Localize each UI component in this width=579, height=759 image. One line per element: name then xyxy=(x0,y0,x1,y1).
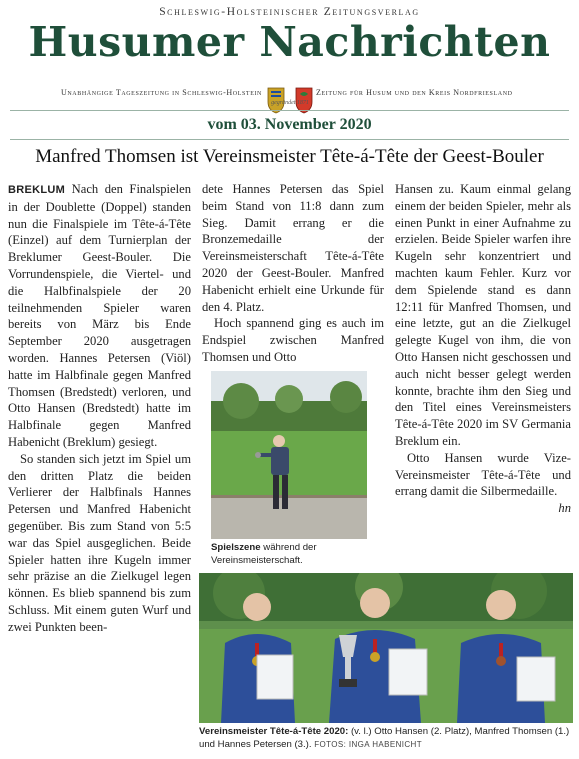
divider xyxy=(10,110,569,111)
caption-text: (v. l.) Otto Hansen (2. Platz), Manfred Thomsen (1.) und Hannes Petersen (3.). xyxy=(199,726,570,750)
paragraph: Nach den Finalspielen in der Doublette (Doppel) standen nun die Finalspiele im Tête-á-Tête (Einzel) auf dem Turnierplan der Breklumer Geest-Bouler. Die Vorrundenspiele, die Viertel- und die Halbfinalspiele der 20 teilnehmenden Spieler waren bereits von März bis Ende September 2020 ausgetragen worden. Hannes Petersen (Viöl) hatte im Halbfinale gegen Manfred Thomsen (Bredstedt) verloren, und Otto Hansen (Bredstedt) hatte im Halbfinale gegen Manfred Habenicht (Breklum) gesiegt. xyxy=(8,182,191,449)
dateline: BREKLUM xyxy=(8,184,66,196)
masthead-subtitle-left: Unabhängige Tageszeitung in Schleswig-Holstein xyxy=(61,88,262,97)
masthead-subtitle-right: Zeitung für Husum und den Kreis Nordfriesland xyxy=(316,88,513,97)
photo-caption-2 xyxy=(199,725,573,751)
author-initials: hn xyxy=(558,501,571,516)
paragraph: dete Hannes Petersen das Spiel beim Stand von 11:8 dann zum Sieg. Damit errang er die Bronzemedaille der Vereinsmeisterschaft Tête-á-Tête 2020 der Geest-Bouler. Manfred Habenicht erhielt eine Urkunde für den 4. Platz. xyxy=(202,182,384,314)
article-column-1 xyxy=(8,181,191,636)
newspaper-title: Husumer Nachrichten xyxy=(28,18,551,66)
photo-credit: FOTOS: INGA HABENICHT xyxy=(314,740,423,749)
paragraph-text: Otto Hansen wurde Vize-Vereinsmeister Tête-á-Tête und errang damit die Silbermedaille. xyxy=(395,450,571,499)
caption-bold: Spielszene xyxy=(211,542,261,553)
paragraph: Hansen zu. Kaum einmal gelang einem der beiden Spieler, mehr als einen Punkt in einer Aufnahme zu erzielen. Beide Spieler warfen ihre Kugeln sehr konzentriert und machten kaum Fehler. Kurz vor dem Spielende stand es dann 12:11 für Manfred Thomsen, und eine letzte, gut an die Zielkugel gelegte Kugel von ihm, die von Otto Hansen nicht geschossen und auch nicht besser gelegt werden konnte, brachte ihm den Sieg und den Titel eines Vereinsmeisters Tête-á-Tête 2020 im SV Germania Breklum ein. xyxy=(395,182,571,448)
caption-bold: Vereinsmeister Tête-á-Tête 2020: xyxy=(199,726,349,737)
photo-caption-1 xyxy=(211,541,371,567)
article-headline: Manfred Thomsen ist Vereinsmeister Tête-á-Tête der Geest-Bouler xyxy=(35,146,544,167)
paragraph: Hoch spannend ging es auch im Endspiel zwischen Manfred Thomsen und Otto xyxy=(202,316,384,364)
winners-photo xyxy=(199,573,573,723)
article-column-3 xyxy=(395,181,571,517)
issue-date: vom 03. November 2020 xyxy=(207,116,372,133)
caption-text: während der Vereinsmeisterschaft. xyxy=(211,542,317,566)
paragraph xyxy=(395,450,571,516)
article-column-2 xyxy=(202,181,384,366)
publisher-line: Schleswig-Holsteinischer Zeitungsverlag xyxy=(159,6,420,18)
founded-note: gegründet 1871 xyxy=(271,100,309,106)
game-scene-photo xyxy=(211,371,367,539)
paragraph: So standen sich jetzt im Spiel um den dritten Platz die beiden Verlierer der Halbfinals Hannes Petersen und Manfred Habenicht gegenüber. Bis zum Stand von 5:5 war das Spiel ausgeglichen. Beide Spieler hatten ihre Kugeln immer sehr präzise an die Zielkugel legen können. Es blieb spannend bis zum Schluss. Mit einem guten Wurf und zwei Punkten been- xyxy=(8,451,191,634)
divider xyxy=(10,139,569,140)
